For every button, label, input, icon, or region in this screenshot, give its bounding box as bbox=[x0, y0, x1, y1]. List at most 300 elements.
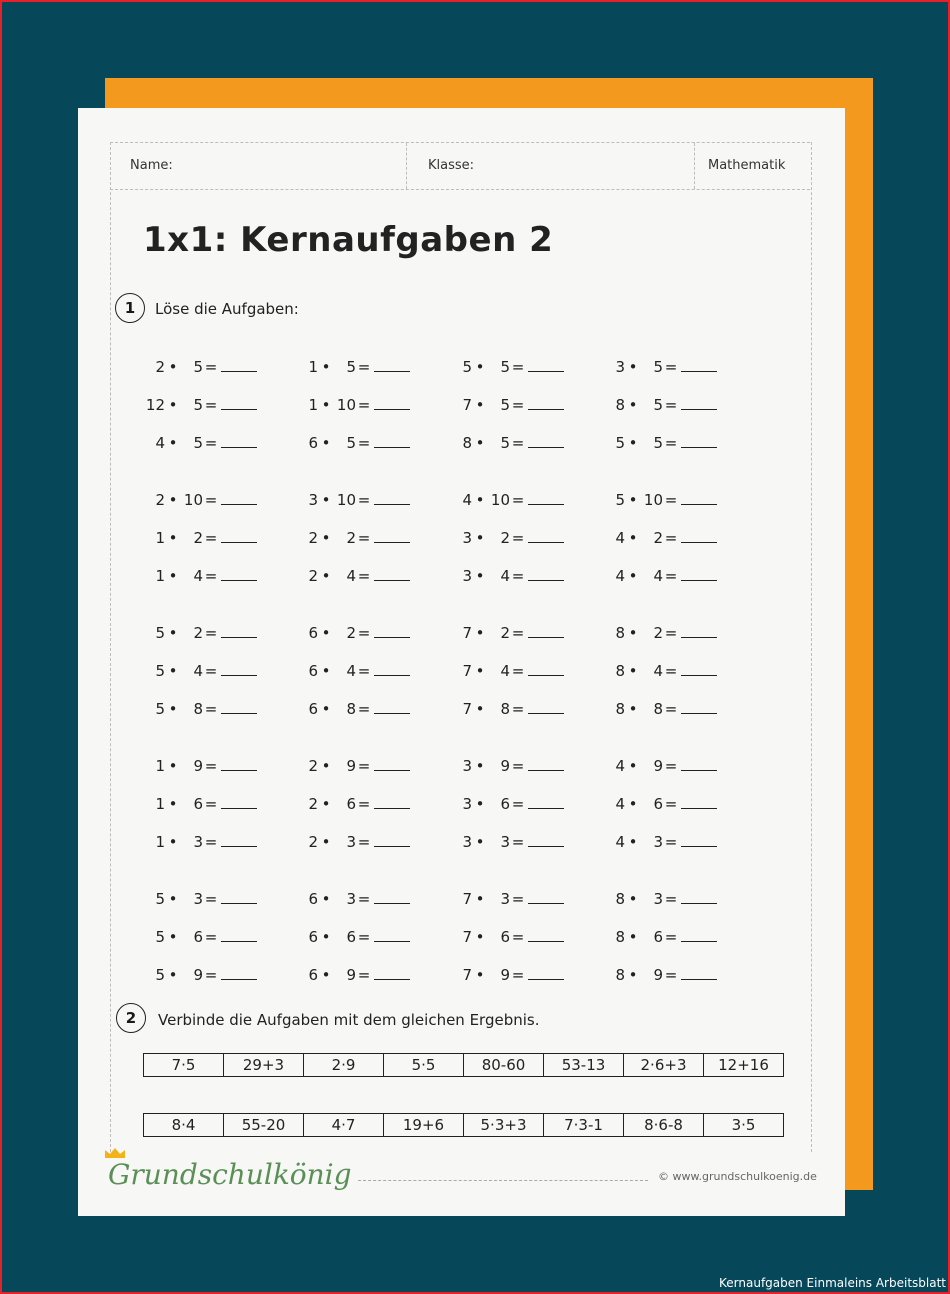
factor-a: 5 bbox=[155, 890, 165, 908]
factor-b: 6 bbox=[500, 795, 510, 813]
factor-b: 10 bbox=[183, 491, 203, 509]
factor-b: 2 bbox=[346, 529, 356, 547]
equals-sign: = bbox=[357, 396, 371, 414]
multiply-sign: • bbox=[321, 833, 331, 851]
factor-b: 3 bbox=[193, 833, 203, 851]
match-box[interactable]: 29+3 bbox=[224, 1054, 304, 1076]
match-box[interactable]: 5·5 bbox=[384, 1054, 464, 1076]
multiplication-problem bbox=[296, 624, 410, 642]
factor-a: 12 bbox=[145, 396, 165, 414]
factor-b: 10 bbox=[336, 396, 356, 414]
match-box[interactable]: 2·6+3 bbox=[624, 1054, 704, 1076]
equals-sign: = bbox=[357, 624, 371, 642]
multiplication-problem bbox=[296, 833, 410, 851]
answer-blank[interactable] bbox=[374, 530, 410, 543]
answer-blank[interactable] bbox=[681, 625, 717, 638]
multiply-sign: • bbox=[168, 833, 178, 851]
factor-b: 5 bbox=[346, 434, 356, 452]
multiplication-problem bbox=[450, 567, 564, 585]
multiply-sign: • bbox=[628, 529, 638, 547]
factor-b: 5 bbox=[193, 396, 203, 414]
factor-a: 8 bbox=[615, 890, 625, 908]
multiply-sign: • bbox=[628, 662, 638, 680]
factor-a: 4 bbox=[615, 833, 625, 851]
multiply-sign: • bbox=[628, 928, 638, 946]
match-box[interactable]: 5·3+3 bbox=[464, 1114, 544, 1136]
match-row-top bbox=[143, 1053, 784, 1077]
multiplication-problem bbox=[296, 795, 410, 813]
factor-a: 6 bbox=[308, 624, 318, 642]
multiply-sign: • bbox=[628, 890, 638, 908]
factor-a: 5 bbox=[615, 434, 625, 452]
class-label: Klasse: bbox=[428, 158, 475, 173]
sheet-frame bbox=[110, 142, 812, 1152]
factor-a: 4 bbox=[615, 567, 625, 585]
match-row-bottom bbox=[143, 1113, 784, 1137]
multiply-sign: • bbox=[321, 700, 331, 718]
answer-blank[interactable] bbox=[374, 967, 410, 980]
factor-b: 5 bbox=[346, 358, 356, 376]
answer-blank[interactable] bbox=[681, 663, 717, 676]
answer-blank[interactable] bbox=[374, 435, 410, 448]
equals-sign: = bbox=[511, 662, 525, 680]
answer-blank[interactable] bbox=[221, 758, 257, 771]
answer-blank[interactable] bbox=[681, 701, 717, 714]
answer-blank[interactable] bbox=[374, 891, 410, 904]
factor-a: 1 bbox=[155, 529, 165, 547]
answer-blank[interactable] bbox=[681, 891, 717, 904]
multiply-sign: • bbox=[628, 795, 638, 813]
factor-a: 2 bbox=[308, 833, 318, 851]
multiplication-problem bbox=[603, 966, 717, 984]
equals-sign: = bbox=[204, 529, 218, 547]
multiply-sign: • bbox=[168, 529, 178, 547]
multiplication-problem bbox=[603, 624, 717, 642]
multiply-sign: • bbox=[168, 491, 178, 509]
answer-blank[interactable] bbox=[221, 492, 257, 505]
answer-blank[interactable] bbox=[681, 834, 717, 847]
multiplication-problem bbox=[450, 833, 564, 851]
factor-a: 1 bbox=[308, 396, 318, 414]
equals-sign: = bbox=[357, 833, 371, 851]
task2-instruction: Verbinde die Aufgaben mit dem gleichen Ergebnis. bbox=[158, 1011, 540, 1029]
multiplication-problem bbox=[603, 890, 717, 908]
factor-b: 2 bbox=[193, 529, 203, 547]
multiply-sign: • bbox=[321, 529, 331, 547]
equals-sign: = bbox=[511, 890, 525, 908]
answer-blank[interactable] bbox=[681, 796, 717, 809]
multiply-sign: • bbox=[321, 890, 331, 908]
equals-sign: = bbox=[664, 928, 678, 946]
multiplication-problem bbox=[143, 700, 257, 718]
equals-sign: = bbox=[664, 624, 678, 642]
factor-a: 4 bbox=[462, 491, 472, 509]
factor-b: 2 bbox=[653, 529, 663, 547]
factor-b: 5 bbox=[500, 396, 510, 414]
answer-blank[interactable] bbox=[528, 967, 564, 980]
page-title: 1x1: Kernaufgaben 2 bbox=[143, 220, 554, 260]
match-box[interactable]: 8·6-8 bbox=[624, 1114, 704, 1136]
multiply-sign: • bbox=[628, 757, 638, 775]
multiply-sign: • bbox=[475, 434, 485, 452]
equals-sign: = bbox=[204, 928, 218, 946]
factor-a: 6 bbox=[308, 662, 318, 680]
multiply-sign: • bbox=[628, 624, 638, 642]
factor-b: 9 bbox=[653, 757, 663, 775]
factor-b: 3 bbox=[346, 833, 356, 851]
answer-blank[interactable] bbox=[681, 967, 717, 980]
multiplication-problem bbox=[143, 662, 257, 680]
equals-sign: = bbox=[357, 567, 371, 585]
multiply-sign: • bbox=[475, 928, 485, 946]
factor-a: 3 bbox=[308, 491, 318, 509]
factor-a: 7 bbox=[462, 624, 472, 642]
factor-b: 5 bbox=[193, 434, 203, 452]
answer-blank[interactable] bbox=[221, 929, 257, 942]
factor-b: 6 bbox=[653, 795, 663, 813]
multiply-sign: • bbox=[321, 662, 331, 680]
multiply-sign: • bbox=[168, 890, 178, 908]
factor-b: 4 bbox=[193, 662, 203, 680]
equals-sign: = bbox=[664, 890, 678, 908]
multiplication-problem bbox=[296, 890, 410, 908]
header-divider bbox=[406, 143, 408, 189]
multiply-sign: • bbox=[475, 890, 485, 908]
answer-blank[interactable] bbox=[528, 492, 564, 505]
answer-blank[interactable] bbox=[528, 663, 564, 676]
multiply-sign: • bbox=[168, 434, 178, 452]
answer-blank[interactable] bbox=[681, 435, 717, 448]
multiply-sign: • bbox=[168, 662, 178, 680]
equals-sign: = bbox=[511, 529, 525, 547]
answer-blank[interactable] bbox=[528, 435, 564, 448]
answer-blank[interactable] bbox=[221, 435, 257, 448]
multiplication-problem bbox=[450, 396, 564, 414]
match-box[interactable]: 12+16 bbox=[718, 1056, 769, 1074]
factor-a: 4 bbox=[615, 529, 625, 547]
multiply-sign: • bbox=[628, 833, 638, 851]
answer-blank[interactable] bbox=[374, 625, 410, 638]
answer-blank[interactable] bbox=[374, 359, 410, 372]
equals-sign: = bbox=[511, 700, 525, 718]
answer-blank[interactable] bbox=[374, 701, 410, 714]
header-divider bbox=[694, 143, 696, 189]
multiplication-problem bbox=[603, 567, 717, 585]
factor-a: 7 bbox=[462, 890, 472, 908]
equals-sign: = bbox=[511, 434, 525, 452]
factor-b: 4 bbox=[653, 662, 663, 680]
answer-blank[interactable] bbox=[221, 568, 257, 581]
multiplication-problem bbox=[143, 890, 257, 908]
multiplication-problem bbox=[450, 966, 564, 984]
equals-sign: = bbox=[357, 700, 371, 718]
multiply-sign: • bbox=[168, 757, 178, 775]
factor-b: 2 bbox=[500, 624, 510, 642]
multiplication-problem bbox=[296, 434, 410, 452]
factor-a: 6 bbox=[308, 928, 318, 946]
answer-blank[interactable] bbox=[374, 397, 410, 410]
multiplication-problem bbox=[143, 434, 257, 452]
multiply-sign: • bbox=[168, 396, 178, 414]
answer-blank[interactable] bbox=[221, 397, 257, 410]
factor-b: 8 bbox=[500, 700, 510, 718]
multiply-sign: • bbox=[475, 833, 485, 851]
multiply-sign: • bbox=[321, 795, 331, 813]
equals-sign: = bbox=[204, 662, 218, 680]
answer-blank[interactable] bbox=[681, 758, 717, 771]
multiplication-problem bbox=[450, 662, 564, 680]
multiply-sign: • bbox=[628, 567, 638, 585]
equals-sign: = bbox=[511, 396, 525, 414]
equals-sign: = bbox=[511, 567, 525, 585]
equals-sign: = bbox=[357, 890, 371, 908]
multiply-sign: • bbox=[475, 491, 485, 509]
answer-blank[interactable] bbox=[374, 663, 410, 676]
name-label: Name: bbox=[130, 158, 173, 173]
equals-sign: = bbox=[511, 966, 525, 984]
factor-a: 7 bbox=[462, 662, 472, 680]
factor-b: 9 bbox=[346, 966, 356, 984]
multiply-sign: • bbox=[168, 966, 178, 984]
factor-b: 3 bbox=[346, 890, 356, 908]
equals-sign: = bbox=[204, 890, 218, 908]
multiplication-problem bbox=[450, 529, 564, 547]
factor-a: 1 bbox=[155, 795, 165, 813]
multiplication-problem bbox=[603, 700, 717, 718]
equals-sign: = bbox=[511, 795, 525, 813]
equals-sign: = bbox=[357, 795, 371, 813]
factor-b: 5 bbox=[653, 358, 663, 376]
answer-blank[interactable] bbox=[528, 625, 564, 638]
answer-blank[interactable] bbox=[528, 397, 564, 410]
equals-sign: = bbox=[204, 567, 218, 585]
multiplication-problem bbox=[603, 491, 717, 509]
factor-a: 1 bbox=[155, 757, 165, 775]
match-box[interactable]: 7·3-1 bbox=[544, 1114, 624, 1136]
equals-sign: = bbox=[664, 757, 678, 775]
factor-a: 5 bbox=[155, 624, 165, 642]
factor-b: 9 bbox=[500, 757, 510, 775]
answer-blank[interactable] bbox=[528, 359, 564, 372]
factor-a: 6 bbox=[308, 890, 318, 908]
factor-a: 8 bbox=[615, 700, 625, 718]
match-box[interactable]: 8·4 bbox=[144, 1114, 224, 1136]
equals-sign: = bbox=[204, 358, 218, 376]
factor-b: 2 bbox=[193, 624, 203, 642]
multiplication-problem bbox=[450, 434, 564, 452]
multiplication-problem bbox=[450, 491, 564, 509]
factor-b: 4 bbox=[653, 567, 663, 585]
answer-blank[interactable] bbox=[374, 492, 410, 505]
factor-a: 4 bbox=[615, 795, 625, 813]
answer-blank[interactable] bbox=[221, 796, 257, 809]
answer-blank[interactable] bbox=[681, 492, 717, 505]
factor-b: 6 bbox=[193, 928, 203, 946]
answer-blank[interactable] bbox=[221, 891, 257, 904]
equals-sign: = bbox=[664, 567, 678, 585]
factor-b: 3 bbox=[653, 833, 663, 851]
match-box[interactable]: 3·5 bbox=[731, 1116, 756, 1134]
multiplication-problem bbox=[603, 757, 717, 775]
equals-sign: = bbox=[357, 491, 371, 509]
factor-b: 9 bbox=[653, 966, 663, 984]
factor-b: 5 bbox=[500, 434, 510, 452]
factor-a: 2 bbox=[155, 358, 165, 376]
answer-blank[interactable] bbox=[374, 929, 410, 942]
equals-sign: = bbox=[204, 966, 218, 984]
answer-blank[interactable] bbox=[528, 568, 564, 581]
multiplication-problem bbox=[603, 833, 717, 851]
multiplication-problem bbox=[296, 757, 410, 775]
multiplication-problem bbox=[603, 396, 717, 414]
factor-b: 6 bbox=[346, 795, 356, 813]
factor-a: 3 bbox=[462, 795, 472, 813]
multiplication-problem bbox=[450, 624, 564, 642]
multiply-sign: • bbox=[321, 358, 331, 376]
match-box[interactable]: 7·5 bbox=[144, 1054, 224, 1076]
multiplication-problem bbox=[143, 833, 257, 851]
equals-sign: = bbox=[357, 966, 371, 984]
equals-sign: = bbox=[511, 491, 525, 509]
answer-blank[interactable] bbox=[221, 530, 257, 543]
match-box[interactable]: 4·7 bbox=[304, 1114, 384, 1136]
equals-sign: = bbox=[664, 833, 678, 851]
multiplication-problem bbox=[450, 358, 564, 376]
answer-blank[interactable] bbox=[681, 359, 717, 372]
factor-a: 6 bbox=[308, 434, 318, 452]
answer-blank[interactable] bbox=[528, 796, 564, 809]
factor-a: 8 bbox=[615, 662, 625, 680]
answer-blank[interactable] bbox=[374, 796, 410, 809]
factor-a: 7 bbox=[462, 966, 472, 984]
answer-blank[interactable] bbox=[528, 929, 564, 942]
factor-a: 5 bbox=[155, 700, 165, 718]
equals-sign: = bbox=[664, 396, 678, 414]
multiplication-problem bbox=[296, 700, 410, 718]
multiplication-problem bbox=[296, 529, 410, 547]
multiplication-problem bbox=[143, 358, 257, 376]
multiplication-problem bbox=[603, 358, 717, 376]
factor-b: 3 bbox=[653, 890, 663, 908]
factor-a: 3 bbox=[462, 567, 472, 585]
multiplication-problem bbox=[143, 624, 257, 642]
multiply-sign: • bbox=[628, 396, 638, 414]
factor-b: 4 bbox=[193, 567, 203, 585]
multiplication-problem bbox=[296, 966, 410, 984]
multiply-sign: • bbox=[628, 491, 638, 509]
factor-b: 2 bbox=[346, 624, 356, 642]
answer-blank[interactable] bbox=[681, 568, 717, 581]
factor-a: 8 bbox=[615, 624, 625, 642]
answer-blank[interactable] bbox=[528, 758, 564, 771]
factor-b: 2 bbox=[653, 624, 663, 642]
match-box[interactable]: 55-20 bbox=[224, 1114, 304, 1136]
factor-b: 4 bbox=[346, 662, 356, 680]
factor-a: 3 bbox=[615, 358, 625, 376]
answer-blank[interactable] bbox=[528, 834, 564, 847]
factor-a: 3 bbox=[462, 833, 472, 851]
equals-sign: = bbox=[357, 358, 371, 376]
answer-blank[interactable] bbox=[681, 929, 717, 942]
factor-a: 5 bbox=[615, 491, 625, 509]
match-box[interactable]: 19+6 bbox=[384, 1114, 464, 1136]
multiply-sign: • bbox=[168, 567, 178, 585]
answer-blank[interactable] bbox=[528, 530, 564, 543]
multiply-sign: • bbox=[475, 567, 485, 585]
answer-blank[interactable] bbox=[528, 891, 564, 904]
answer-blank[interactable] bbox=[221, 625, 257, 638]
factor-a: 3 bbox=[462, 529, 472, 547]
equals-sign: = bbox=[511, 624, 525, 642]
answer-blank[interactable] bbox=[374, 568, 410, 581]
answer-blank[interactable] bbox=[374, 758, 410, 771]
factor-a: 1 bbox=[308, 358, 318, 376]
footer-divider bbox=[358, 1180, 648, 1181]
factor-b: 4 bbox=[346, 567, 356, 585]
factor-b: 5 bbox=[500, 358, 510, 376]
equals-sign: = bbox=[204, 700, 218, 718]
multiply-sign: • bbox=[168, 928, 178, 946]
answer-blank[interactable] bbox=[528, 701, 564, 714]
factor-b: 4 bbox=[500, 662, 510, 680]
answer-blank[interactable] bbox=[374, 834, 410, 847]
task1-number: 1 bbox=[115, 293, 145, 323]
factor-b: 9 bbox=[193, 966, 203, 984]
equals-sign: = bbox=[511, 358, 525, 376]
factor-b: 10 bbox=[336, 491, 356, 509]
answer-blank[interactable] bbox=[221, 967, 257, 980]
subject-label: Mathematik bbox=[708, 158, 786, 173]
multiply-sign: • bbox=[475, 358, 485, 376]
equals-sign: = bbox=[511, 833, 525, 851]
multiply-sign: • bbox=[321, 624, 331, 642]
multiplication-problem bbox=[603, 662, 717, 680]
multiplication-problem bbox=[296, 396, 410, 414]
multiplication-problem bbox=[143, 491, 257, 509]
equals-sign: = bbox=[204, 795, 218, 813]
factor-a: 2 bbox=[308, 757, 318, 775]
match-box[interactable]: 53-13 bbox=[544, 1054, 624, 1076]
match-box[interactable]: 80-60 bbox=[464, 1054, 544, 1076]
multiply-sign: • bbox=[475, 700, 485, 718]
multiply-sign: • bbox=[321, 928, 331, 946]
factor-a: 2 bbox=[308, 567, 318, 585]
answer-blank[interactable] bbox=[221, 834, 257, 847]
equals-sign: = bbox=[357, 757, 371, 775]
factor-b: 5 bbox=[653, 396, 663, 414]
match-box[interactable]: 2·9 bbox=[304, 1054, 384, 1076]
equals-sign: = bbox=[204, 434, 218, 452]
factor-a: 5 bbox=[462, 358, 472, 376]
multiplication-problem bbox=[296, 491, 410, 509]
multiply-sign: • bbox=[168, 700, 178, 718]
multiply-sign: • bbox=[628, 966, 638, 984]
answer-blank[interactable] bbox=[681, 397, 717, 410]
answer-blank[interactable] bbox=[221, 663, 257, 676]
factor-b: 2 bbox=[500, 529, 510, 547]
factor-b: 3 bbox=[193, 890, 203, 908]
multiplication-problem bbox=[450, 795, 564, 813]
equals-sign: = bbox=[204, 396, 218, 414]
answer-blank[interactable] bbox=[221, 359, 257, 372]
answer-blank[interactable] bbox=[221, 701, 257, 714]
answer-blank[interactable] bbox=[681, 530, 717, 543]
multiplication-problem bbox=[603, 529, 717, 547]
equals-sign: = bbox=[204, 757, 218, 775]
multiply-sign: • bbox=[321, 966, 331, 984]
multiply-sign: • bbox=[475, 396, 485, 414]
factor-a: 8 bbox=[615, 396, 625, 414]
